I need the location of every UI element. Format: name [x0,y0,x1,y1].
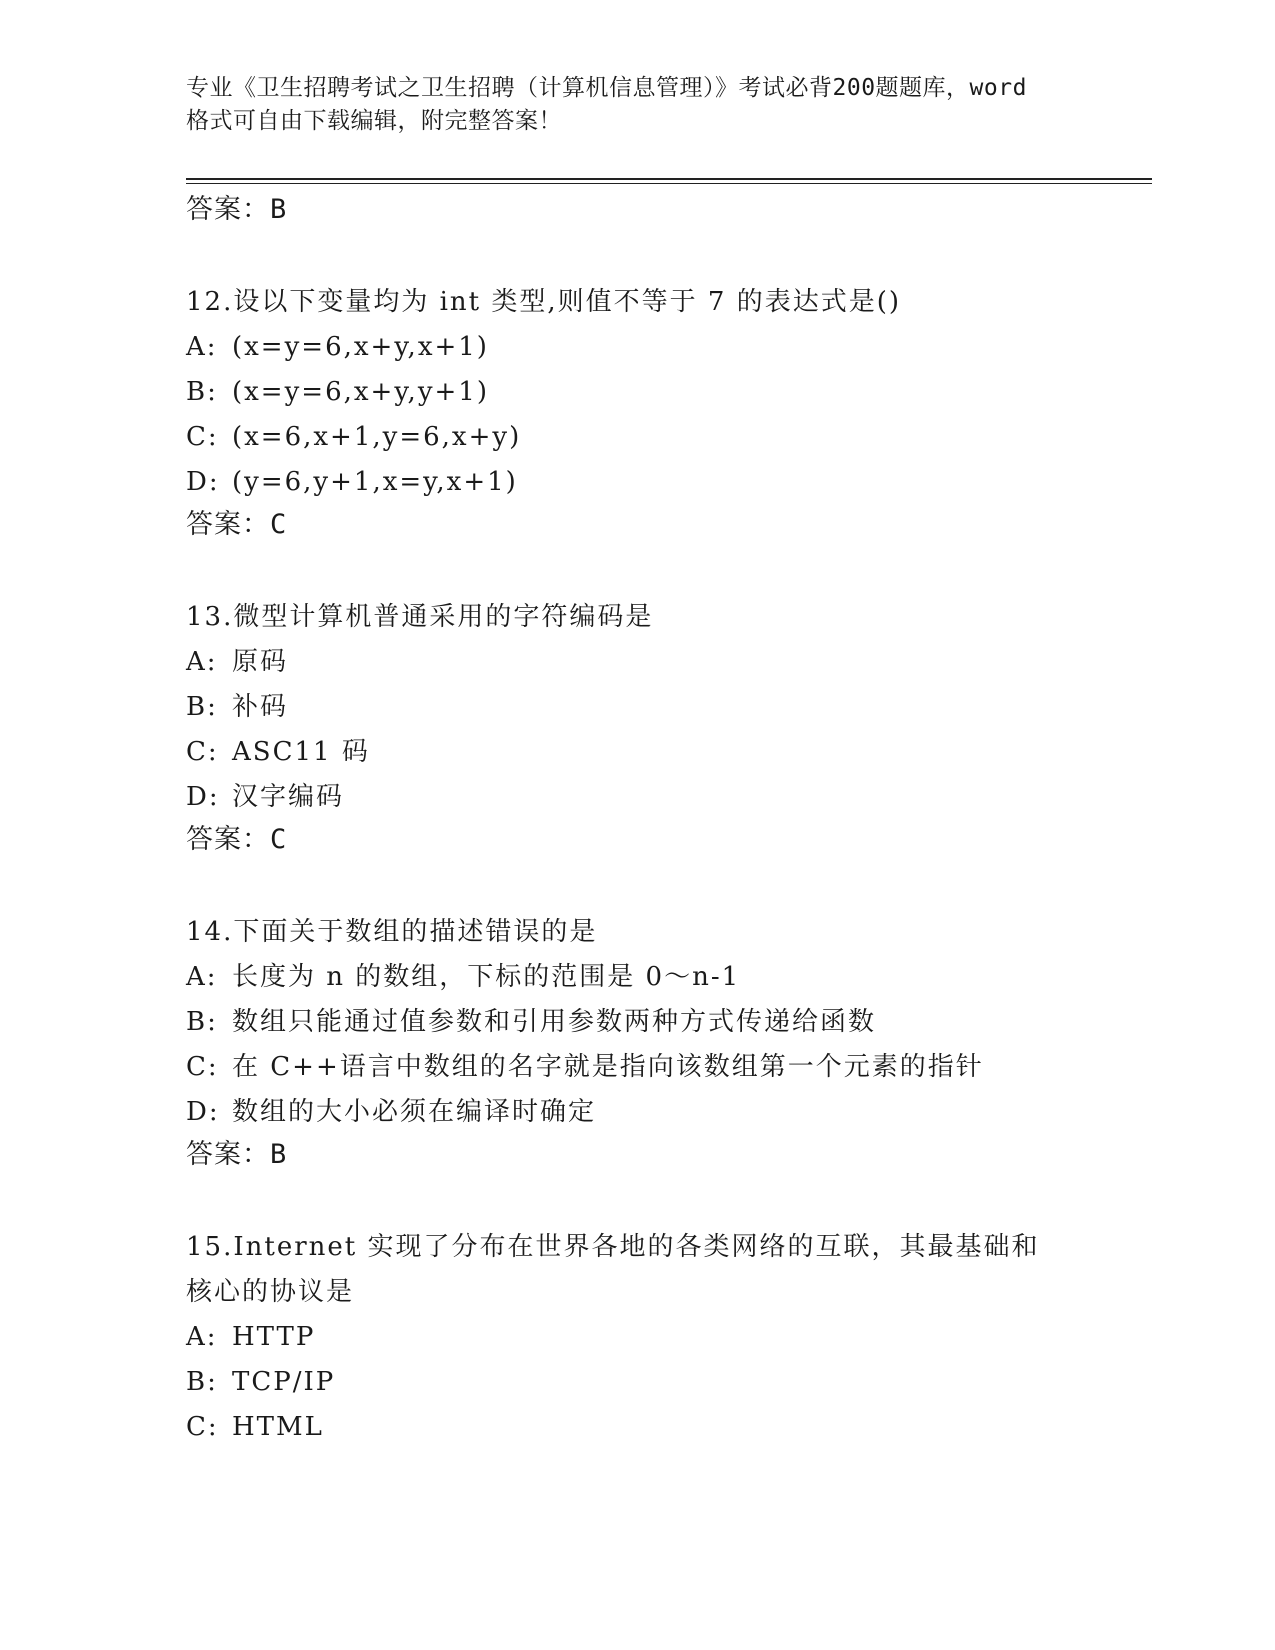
header-line-1: 专业《卫生招聘考试之卫生招聘（计算机信息管理）》考试必背200题题库，word [186,75,1027,101]
question-text: 14.下面关于数组的描述错误的是 [186,917,598,947]
option-c [186,1405,1152,1450]
option-b [186,1360,1152,1405]
answer: 答案：B [186,1139,288,1170]
option-text: 长度为 n 的数组，下标的范围是 0～n-1 [232,962,741,992]
option-label: A: [186,332,218,362]
option-label: D: [186,782,220,812]
option-text: 数组只能通过值参数和引用参数两种方式传递给函数 [232,1007,877,1037]
header-divider-thick [186,178,1152,180]
option-text: (x=y=6,x+y,y+1) [232,377,489,407]
question-text: 15.Internet 实现了分布在世界各地的各类网络的互联，其最基础和核心的协议是 [186,1232,1040,1307]
answer: 答案：C [186,509,288,540]
option-b [186,1000,1152,1045]
option-a [186,955,1152,1000]
option-a [186,325,1152,370]
option-text: TCP/IP [232,1367,336,1397]
option-text: 补码 [232,692,289,722]
option-label: A: [186,647,218,677]
option-label: C: [186,422,219,452]
option-text: (x=6,x+1,y=6,x+y) [232,422,522,452]
header-divider-thin [186,183,1152,184]
option-label: C: [186,1052,219,1082]
option-label: A: [186,1322,218,1352]
answer: 答案：C [186,824,288,855]
option-b [186,685,1152,730]
option-text: ASC11 码 [232,737,370,767]
option-text: (x=y=6,x+y,x+1) [232,332,489,362]
option-label: B: [186,1007,218,1037]
option-c [186,1045,1152,1090]
option-label: C: [186,1412,219,1442]
document-header [186,72,1086,138]
option-text: 原码 [232,647,289,677]
option-text: 数组的大小必须在编译时确定 [232,1097,597,1127]
option-label: A: [186,962,218,992]
option-label: B: [186,692,218,722]
question-list [186,190,1152,1450]
question-14 [186,910,1152,1175]
option-c [186,415,1152,460]
previous-answer: 答案：B [186,194,288,225]
option-label: D: [186,467,220,497]
option-label: B: [186,1367,218,1397]
option-text: HTTP [232,1322,316,1352]
header-line-2: 格式可自由下载编辑，附完整答案！ [186,108,562,134]
option-text: 在 C++语言中数组的名字就是指向该数组第一个元素的指针 [232,1052,984,1082]
option-d [186,460,1152,505]
option-d [186,775,1152,820]
question-13 [186,595,1152,860]
option-a [186,1315,1152,1360]
option-a [186,640,1152,685]
option-text: HTML [232,1412,324,1442]
question-12 [186,280,1152,545]
question-text: 12.设以下变量均为 int 类型,则值不等于 7 的表达式是() [186,287,902,317]
option-label: D: [186,1097,220,1127]
question-15 [186,1225,1152,1450]
option-b [186,370,1152,415]
option-c [186,730,1152,775]
option-label: C: [186,737,219,767]
option-d [186,1090,1152,1135]
question-text: 13.微型计算机普通采用的字符编码是 [186,602,654,632]
option-label: B: [186,377,218,407]
option-text: 汉字编码 [232,782,345,812]
option-text: (y=6,y+1,x=y,x+1) [232,467,518,497]
